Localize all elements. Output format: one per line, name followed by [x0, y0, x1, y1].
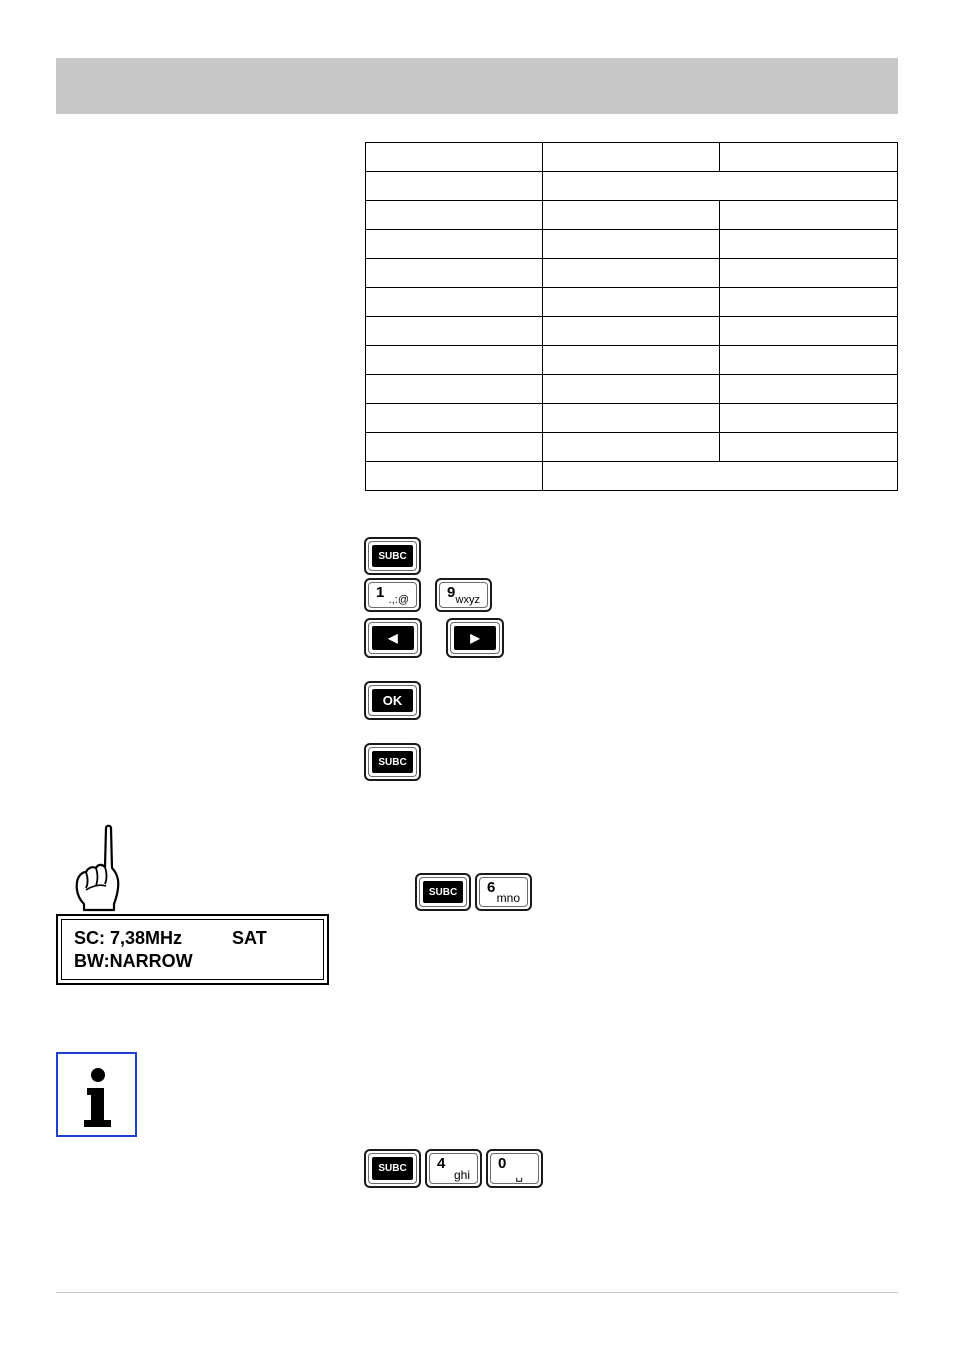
table-row	[366, 172, 898, 201]
key-9[interactable]: 9 wxyz	[435, 578, 492, 612]
info-icon	[56, 1052, 137, 1137]
pointing-finger-icon	[70, 824, 126, 912]
right-arrow-icon: ▶	[454, 626, 496, 650]
key-4[interactable]: 4 ghi	[425, 1149, 482, 1188]
table-row	[366, 259, 898, 288]
table-row	[366, 462, 898, 491]
table-row	[366, 404, 898, 433]
table-row	[366, 375, 898, 404]
table-row	[366, 230, 898, 259]
table-row	[366, 201, 898, 230]
page-header-bar	[56, 58, 898, 114]
lcd-display	[56, 914, 329, 985]
table-row	[366, 288, 898, 317]
subc-key[interactable]: SUBC	[364, 537, 421, 575]
table-row	[366, 433, 898, 462]
table-row	[366, 143, 898, 172]
lcd-line-1: SC: 7,38MHz SAT	[74, 928, 267, 948]
key-1[interactable]: 1 .,:@	[364, 578, 421, 612]
table-row	[366, 317, 898, 346]
table-row	[366, 346, 898, 375]
specification-table	[365, 142, 898, 491]
left-arrow-icon: ◀	[372, 626, 414, 650]
key-6[interactable]: 6 mno	[475, 873, 532, 911]
footer-rule	[56, 1292, 898, 1293]
left-arrow-key[interactable]	[364, 618, 422, 658]
lcd-line-2: BW:NARROW	[74, 951, 193, 971]
key-0[interactable]: 0 ␣	[486, 1149, 543, 1188]
subc-key[interactable]: SUBC	[364, 743, 421, 781]
right-arrow-key[interactable]	[446, 618, 504, 658]
ok-key[interactable]: OK	[364, 681, 421, 720]
subc-key[interactable]: SUBC	[364, 1149, 421, 1188]
subc-key[interactable]: SUBC	[415, 873, 471, 911]
